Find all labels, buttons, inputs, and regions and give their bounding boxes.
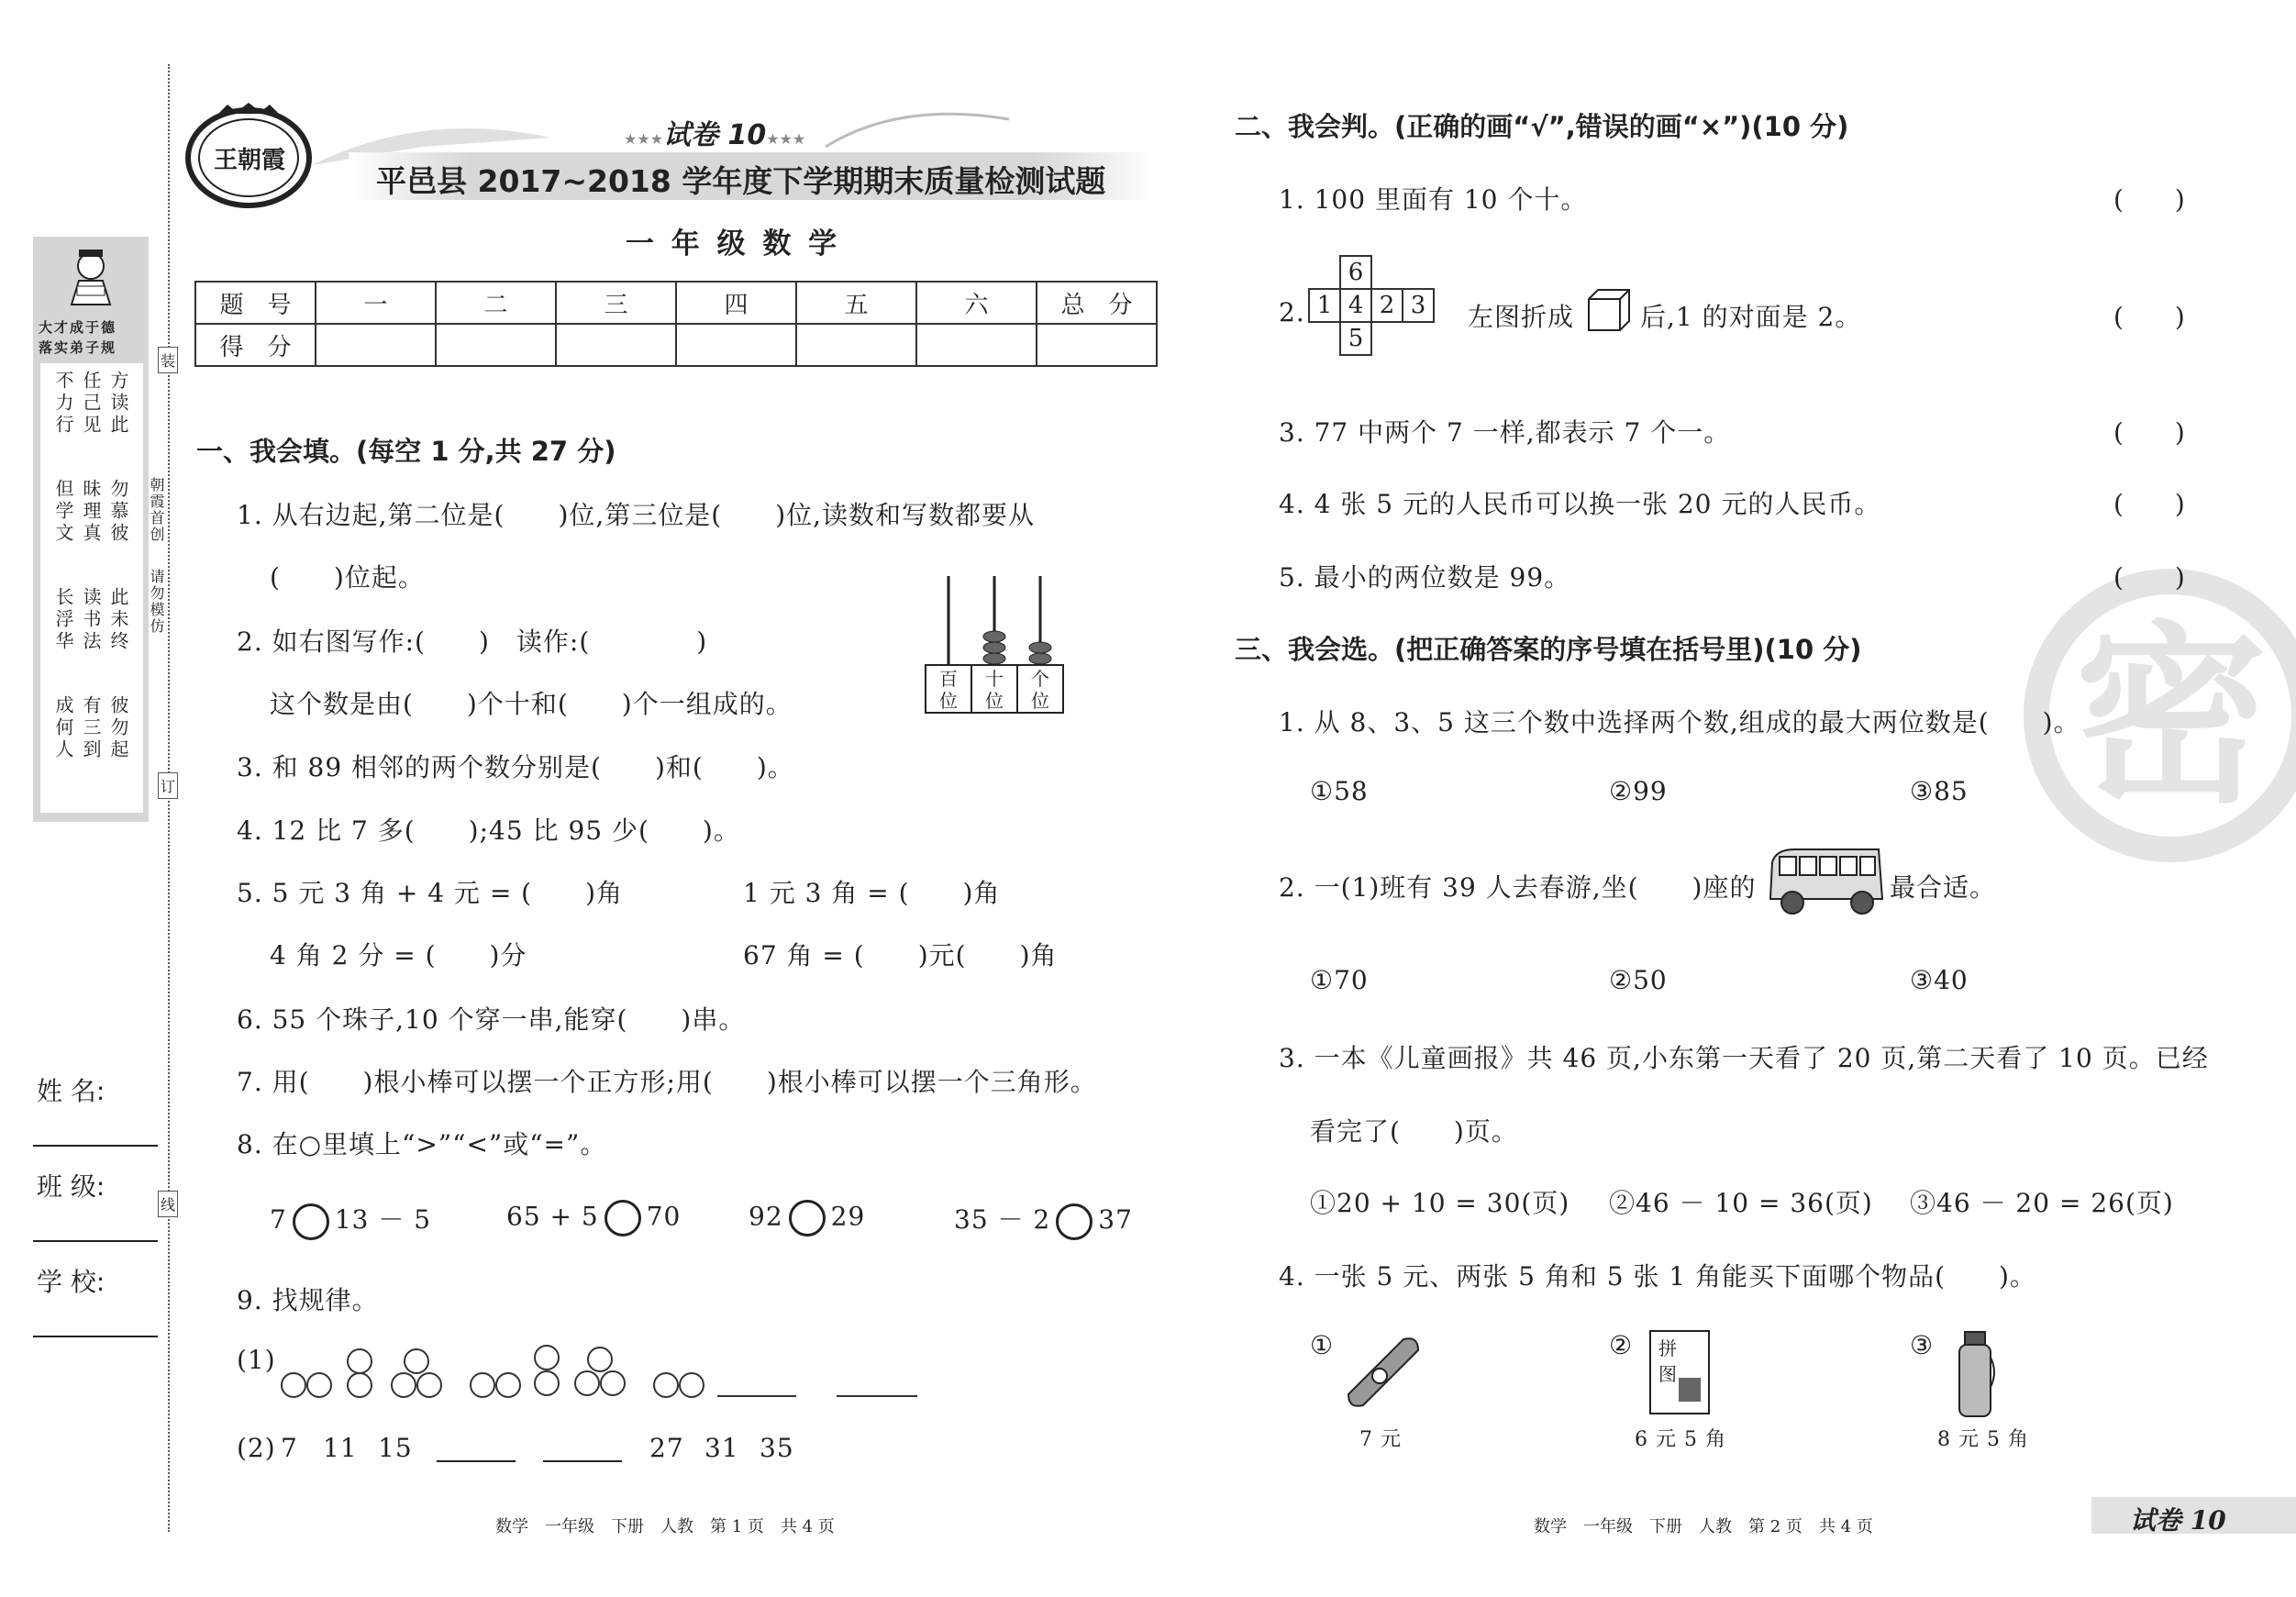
motto-top: 大才成于德 [39, 319, 117, 336]
option[interactable]: ①70 [1310, 965, 1369, 995]
s1-q7: 7. 用( )根小棒可以摆一个正方形;用( )根小棒可以摆一个三角形。 [237, 1067, 1097, 1097]
s1-q5c: 4 角 2 分 = ( )分 [270, 940, 527, 970]
option[interactable]: ②99 [1609, 776, 1668, 806]
poem-col: 不力行 [52, 371, 74, 437]
compare-right: 29 [830, 1201, 866, 1232]
vertical-note: 请勿模仿 [148, 569, 165, 635]
score-cell[interactable] [796, 324, 916, 366]
seq-blank[interactable] [543, 1460, 622, 1462]
option[interactable]: ③85 [1910, 776, 1969, 806]
net-face: 6 [1340, 256, 1371, 289]
abacus-base [925, 664, 1064, 714]
s1-q2b: 这个数是由( )个十和( )个一组成的。 [270, 689, 793, 719]
name-field[interactable] [33, 1145, 158, 1147]
score-header: 五 [796, 282, 916, 324]
s1-q5b: 1 元 3 角 = ( )角 [743, 878, 1001, 908]
logo-text: 王朝霞 [213, 147, 285, 174]
score-header: 二 [436, 282, 556, 324]
compare-right: 37 [1098, 1204, 1133, 1235]
compare-item [954, 1200, 1133, 1240]
section3-title: 三、我会选。(把正确答案的序号填在括号里)(10 分) [1235, 634, 1862, 665]
compare-circle[interactable] [293, 1203, 329, 1240]
puzzle-icon [1649, 1330, 1710, 1414]
logo-emblem [182, 101, 316, 211]
paper-label: ★★★试卷 10★★★ [624, 119, 806, 151]
option[interactable]: ②50 [1609, 965, 1668, 995]
abacus-figure [925, 576, 1064, 715]
poem-col: 成何人 [52, 695, 74, 761]
compare-left: 35 － 2 [954, 1204, 1051, 1235]
score-cell[interactable] [316, 324, 436, 366]
exam-title: 平邑县 2017~2018 学年度下学期期末质量检测试题 [376, 163, 1106, 199]
footer-page1: 数学 一年级 下册 人教 第 1 页 共 4 页 [495, 1517, 835, 1536]
binding-mark: 线 [158, 1191, 178, 1217]
pattern2-label: (2) [237, 1433, 276, 1463]
answer-paren[interactable]: ( ) [2113, 562, 2185, 593]
section1-title: 一、我会填。(每空 1 分,共 27 分) [196, 436, 616, 467]
net-empty [1309, 256, 1340, 289]
s1-q6: 6. 55 个珠子,10 个穿一串,能穿( )串。 [237, 1004, 746, 1035]
s1-q1b: ( )位起。 [270, 562, 425, 593]
score-header: 四 [676, 282, 796, 324]
abacus-place: 十位 [972, 666, 1018, 712]
s1-q3: 3. 和 89 相邻的两个数分别是( )和( )。 [237, 752, 794, 782]
abacus-place: 个位 [1031, 668, 1049, 712]
net-empty [1309, 322, 1340, 355]
option[interactable]: ③46 － 20 = 26(页) [1910, 1188, 2174, 1218]
net-face: 2 [1371, 289, 1403, 322]
poem-col: 方读此 [107, 371, 129, 437]
compare-left: 65 + 5 [506, 1201, 599, 1232]
s2-q4: 4. 4 张 5 元的人民币可以换一张 20 元的人民币。 [1279, 489, 1881, 519]
net-face: 4 [1340, 289, 1371, 322]
school-label: 学 校: [37, 1267, 105, 1297]
binding-mark: 订 [158, 772, 178, 799]
circle-pattern [281, 1345, 923, 1400]
motto-bottom: 落实弟子规 [39, 339, 117, 356]
poem-col: 任己见 [80, 371, 102, 437]
s3-q3b: 看完了( )页。 [1310, 1116, 1518, 1147]
s2-q2-text1: 左图折成 [1468, 302, 1575, 332]
scholar-illustration [61, 246, 121, 306]
watermark-text: 密 [2075, 604, 2268, 829]
net-empty [1403, 256, 1434, 289]
s1-q8: 8. 在○里填上“>”“<”或“=”。 [237, 1129, 607, 1159]
compare-circle[interactable] [1056, 1203, 1093, 1240]
sidebar-motto-box [33, 237, 149, 822]
pattern1-label: (1) [237, 1345, 276, 1375]
motto-poem [40, 363, 143, 813]
compare-circle[interactable] [789, 1200, 826, 1237]
poem-col: 昧理真 [80, 479, 102, 545]
seq-num: 35 [760, 1433, 794, 1463]
s1-q4: 4. 12 比 7 多( );45 比 95 少( )。 [237, 815, 740, 846]
answer-paren[interactable]: ( ) [2113, 184, 2185, 215]
seq-num: 27 [649, 1433, 684, 1463]
section2-title: 二、我会判。(正确的画“√”,错误的画“×”)(10 分) [1235, 111, 1849, 142]
option[interactable]: ②46 － 10 = 36(页) [1609, 1188, 1873, 1218]
net-empty [1371, 322, 1403, 355]
compare-item [270, 1200, 431, 1240]
bus-icon [1767, 844, 1886, 919]
price: 6 元 5 角 [1635, 1428, 1726, 1451]
subject-title: 一 年 级 数 学 [626, 227, 841, 261]
compare-item [749, 1200, 865, 1237]
s2-q1: 1. 100 里面有 10 个十。 [1279, 184, 1588, 215]
poem-col: 此未终 [107, 587, 129, 653]
compare-left: 92 [749, 1201, 783, 1232]
vertical-note: 朝霞首创 [148, 477, 165, 543]
compare-item [506, 1200, 681, 1237]
compare-right: 70 [646, 1201, 682, 1232]
poem-col: 彼勿起 [107, 695, 129, 761]
score-cell[interactable] [556, 324, 676, 366]
score-row-label: 得 分 [195, 324, 316, 366]
poem-col: 读书法 [80, 587, 102, 653]
net-face: 1 [1309, 289, 1340, 322]
s3-q2a: 2. 一(1)班有 39 人去春游,坐( )座的 [1279, 872, 1757, 903]
net-empty [1371, 256, 1403, 289]
s2-q2-num: 2. [1279, 297, 1305, 327]
option[interactable]: ①58 [1310, 776, 1369, 806]
poem-col: 但学文 [52, 479, 74, 545]
net-face: 5 [1340, 322, 1371, 355]
puzzle-piece [1679, 1378, 1701, 1402]
score-cell[interactable] [916, 324, 1037, 366]
option[interactable]: ③40 [1910, 965, 1969, 995]
poem-col: 勿慕彼 [107, 479, 129, 545]
s1-q1a: 1. 从右边起,第二位是( )位,第三位是( )位,读数和写数都要从 [237, 500, 1036, 530]
answer-paren[interactable]: ( ) [2113, 489, 2185, 519]
score-table [194, 281, 1158, 367]
s1-q5d: 67 角 = ( )元( )角 [743, 940, 1058, 970]
option-mark[interactable]: ② [1609, 1330, 1634, 1360]
seq-blank[interactable] [437, 1460, 516, 1462]
footer-page2: 数学 一年级 下册 人教 第 2 页 共 4 页 [1534, 1517, 1873, 1536]
score-header: 三 [556, 282, 676, 324]
score-cell[interactable] [436, 324, 556, 366]
thermos-icon [1952, 1330, 1998, 1418]
answer-paren[interactable]: ( ) [2113, 302, 2185, 332]
price: 8 元 5 角 [1937, 1428, 2029, 1451]
seq-num: 11 [323, 1433, 358, 1463]
option[interactable]: ①20 + 10 = 30(页) [1310, 1188, 1570, 1218]
answer-paren[interactable]: ( ) [2113, 417, 2185, 448]
s3-q2b: 最合适。 [1890, 872, 1997, 903]
s1-q2a: 2. 如右图写作:( ) 读作:( ) [237, 627, 708, 657]
compare-circle[interactable] [605, 1200, 641, 1237]
option-mark[interactable]: ① [1310, 1330, 1335, 1360]
pencil-case-icon [1339, 1330, 1427, 1413]
s2-q2-text2: 后,1 的对面是 2。 [1640, 302, 1862, 332]
s3-q4: 4. 一张 5 元、两张 5 角和 5 张 1 角能买下面哪个物品( )。 [1279, 1261, 2036, 1292]
binding-mark: 装 [158, 347, 178, 373]
compare-left: 7 [270, 1204, 287, 1235]
score-header: 六 [916, 282, 1037, 324]
seq-num: 15 [378, 1433, 413, 1463]
s3-q1: 1. 从 8、3、5 这三个数中选择两个数,组成的最大两位数是( )。 [1279, 707, 2080, 738]
paper-label-text: 试卷 10 [663, 119, 767, 151]
s1-q5a: 5. 5 元 3 角 + 4 元 = ( )角 [237, 878, 624, 908]
school-field[interactable] [33, 1336, 158, 1337]
net-empty [1403, 322, 1434, 355]
s3-q3a: 3. 一本《儿童画报》共 46 页,小东第一天看了 20 页,第二天看了 10 页。已经 [1279, 1043, 2209, 1073]
cube-net [1308, 255, 1435, 356]
seq-num: 7 [281, 1433, 298, 1463]
poem-col: 有三到 [80, 695, 102, 761]
cube-icon [1585, 286, 1633, 334]
abacus-place: 百位 [926, 666, 972, 712]
price: 7 元 [1359, 1428, 1402, 1451]
s2-q5: 5. 最小的两位数是 99。 [1279, 562, 1571, 593]
name-label: 姓 名: [37, 1076, 105, 1106]
compare-right: 13 － 5 [334, 1204, 432, 1235]
seq-num: 31 [704, 1433, 739, 1463]
footer-tag: 试卷 10 [2130, 1505, 2226, 1536]
class-field[interactable] [33, 1240, 158, 1242]
net-face: 3 [1403, 289, 1434, 322]
score-header: 总 分 [1037, 282, 1157, 324]
class-label: 班 级: [37, 1171, 105, 1202]
s2-q3: 3. 77 中两个 7 一样,都表示 7 个一。 [1279, 417, 1731, 448]
puzzle-text: 拼图 [1658, 1337, 1677, 1385]
option-mark[interactable]: ③ [1910, 1330, 1935, 1360]
score-cell[interactable] [676, 324, 796, 366]
s1-q9: 9. 找规律。 [237, 1285, 379, 1315]
score-header: 一 [316, 282, 436, 324]
poem-col: 长浮华 [52, 587, 74, 653]
score-header: 题 号 [195, 282, 316, 324]
score-cell[interactable] [1037, 324, 1157, 366]
